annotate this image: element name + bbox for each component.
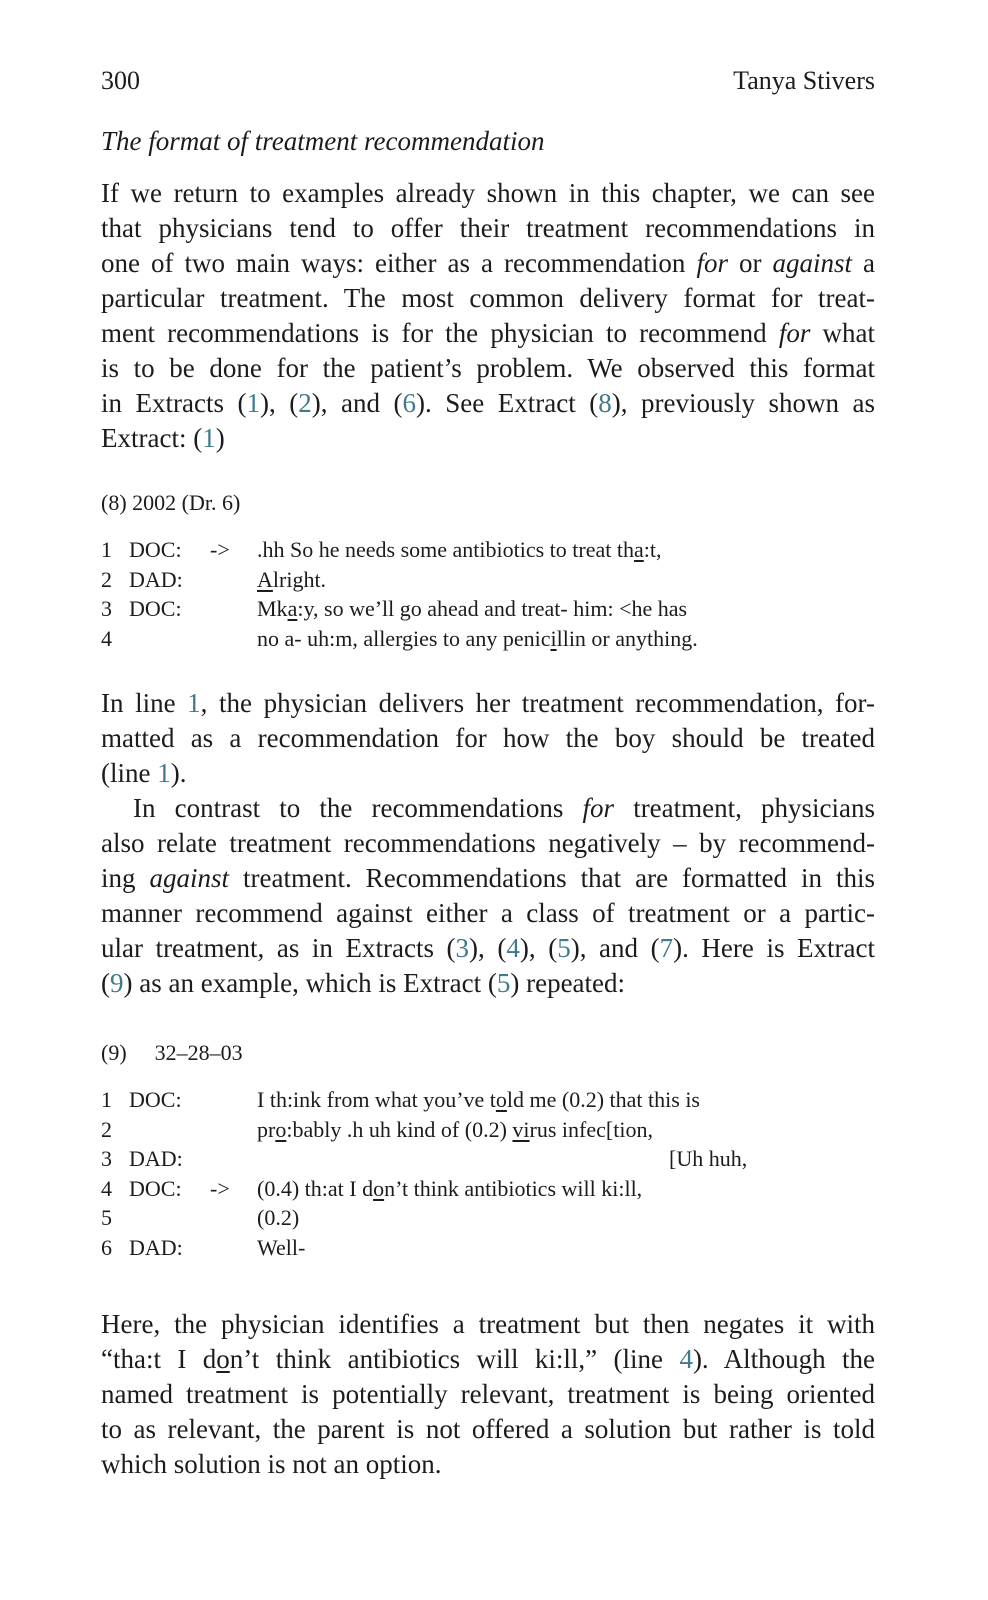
transcript-row: 4 no a- uh:m, allergies to any penicillin or anything. (101, 625, 698, 651)
text-line: that physicians tend to offer their treatment recommendations in (101, 213, 875, 243)
text-line: ment recommendations is for the physician to recommend for what (101, 318, 875, 348)
transcript-row: 5 (0.2) (101, 1205, 300, 1230)
text-line: which solution is not an option. (101, 1449, 442, 1479)
text-line: ular treatment, as in Extracts (3), (4), (5), and (7). Here is Extract (101, 933, 876, 963)
paragraph-intro (101, 176, 875, 456)
speaker-label: DAD: (129, 1234, 183, 1260)
running-author: Tanya Stivers (733, 66, 875, 95)
extract-9-title: (9) 32–28–03 (101, 1040, 243, 1065)
line-reference-link[interactable]: 1 (187, 688, 201, 718)
speaker-label: DOC: (129, 1175, 182, 1201)
transcript-row: 2 DAD: Alright. (101, 566, 327, 592)
extract-reference-link[interactable]: 4 (506, 933, 520, 963)
text-line: named treatment is potentially relevant, treatment is being oriented (101, 1379, 875, 1409)
transcript-row: 3 DAD: [Uh huh, (101, 1146, 748, 1171)
text-line: In line 1, the physician delivers her treatment recommendation, for- (101, 688, 875, 718)
extract-reference-link[interactable]: 5 (557, 933, 571, 963)
extract-8-title: (8) 2002 (Dr. 6) (101, 490, 241, 515)
transcript-row: 4 DOC: -> (0.4) th:at I don’t think antibiotics will ki:ll, (101, 1175, 643, 1201)
focus-arrow: -> (210, 537, 230, 562)
transcript-row: 2 pro:bably .h uh kind of (0.2) virus infec[tion, (101, 1116, 653, 1142)
extract-reference-link[interactable]: 7 (659, 933, 674, 963)
text-line: Extract: (1) (101, 423, 225, 453)
extract-reference-link[interactable]: 2 (298, 388, 312, 418)
extract-9-transcript (101, 1087, 875, 1264)
speaker-label: DOC: (129, 1087, 182, 1112)
speaker-label: DOC: (129, 596, 182, 621)
extract-reference-link[interactable]: 3 (455, 933, 470, 963)
transcript-row: 6 DAD: Well- (101, 1234, 306, 1260)
text-line: manner recommend against either a class of treatment or a partic- (101, 898, 875, 928)
extract-reference-link[interactable]: 1 (246, 388, 260, 418)
text-line: matted as a recommendation for how the boy should be treated (101, 723, 875, 753)
text-line: Here, the physician identifies a treatment but then negates it with (101, 1309, 875, 1339)
paragraph-analysis (101, 686, 875, 1001)
speaker-label: DAD: (129, 566, 183, 592)
extract-8-transcript (101, 537, 875, 655)
text-line: ing against treatment. Recommendations that are formatted in this (101, 863, 875, 893)
speaker-label: DOC: (129, 537, 182, 562)
running-header (101, 66, 875, 98)
text-line: (line 1). (101, 758, 187, 788)
transcript-row: 1 DOC: I th:ink from what you’ve told me (0.2) that this is (101, 1087, 700, 1112)
extract-reference-link[interactable]: 8 (598, 388, 612, 418)
extract-reference-link[interactable]: 9 (110, 968, 124, 998)
focus-arrow: -> (210, 1175, 230, 1201)
section-heading: The format of treatment recommendation (101, 126, 545, 156)
transcript-row: 3 DOC: Mka:y, so we’ll go ahead and treat- him: <he has (101, 596, 688, 621)
speaker-label: DAD: (129, 1146, 183, 1171)
extract-reference-link[interactable]: 5 (496, 968, 511, 998)
text-line: (9) as an example, which is Extract (5) repeated: (101, 968, 626, 998)
page-number: 300 (101, 66, 140, 95)
transcript-row: 1 DOC: -> .hh So he needs some antibiotics to treat tha:t, (101, 537, 662, 562)
text-line: In contrast to the recommendations for treatment, physicians (133, 793, 876, 823)
text-line: to as relevant, the parent is not offered a solution but rather is told (101, 1414, 875, 1444)
line-reference-link[interactable]: 1 (157, 758, 171, 788)
text-line: “tha:t I don’t think antibiotics will ki:ll,” (line 4). Although the (101, 1344, 875, 1374)
text-line: If we return to examples already shown in this chapter, we can see (101, 178, 875, 208)
line-reference-link[interactable]: 4 (679, 1344, 693, 1374)
text-line: in Extracts (1), (2), and (6). See Extract (8), previously shown as (101, 388, 875, 418)
extract-reference-link[interactable]: 1 (202, 423, 216, 453)
paragraph-conclusion (101, 1307, 875, 1482)
text-line: is to be done for the patient’s problem. We observed this format (101, 353, 875, 383)
text-line: particular treatment. The most common delivery format for treat- (101, 283, 875, 313)
text-line: also relate treatment recommendations negatively – by recommend- (101, 828, 875, 858)
extract-reference-link[interactable]: 6 (402, 388, 416, 418)
text-line: one of two main ways: either as a recommendation for or against a (101, 248, 876, 278)
